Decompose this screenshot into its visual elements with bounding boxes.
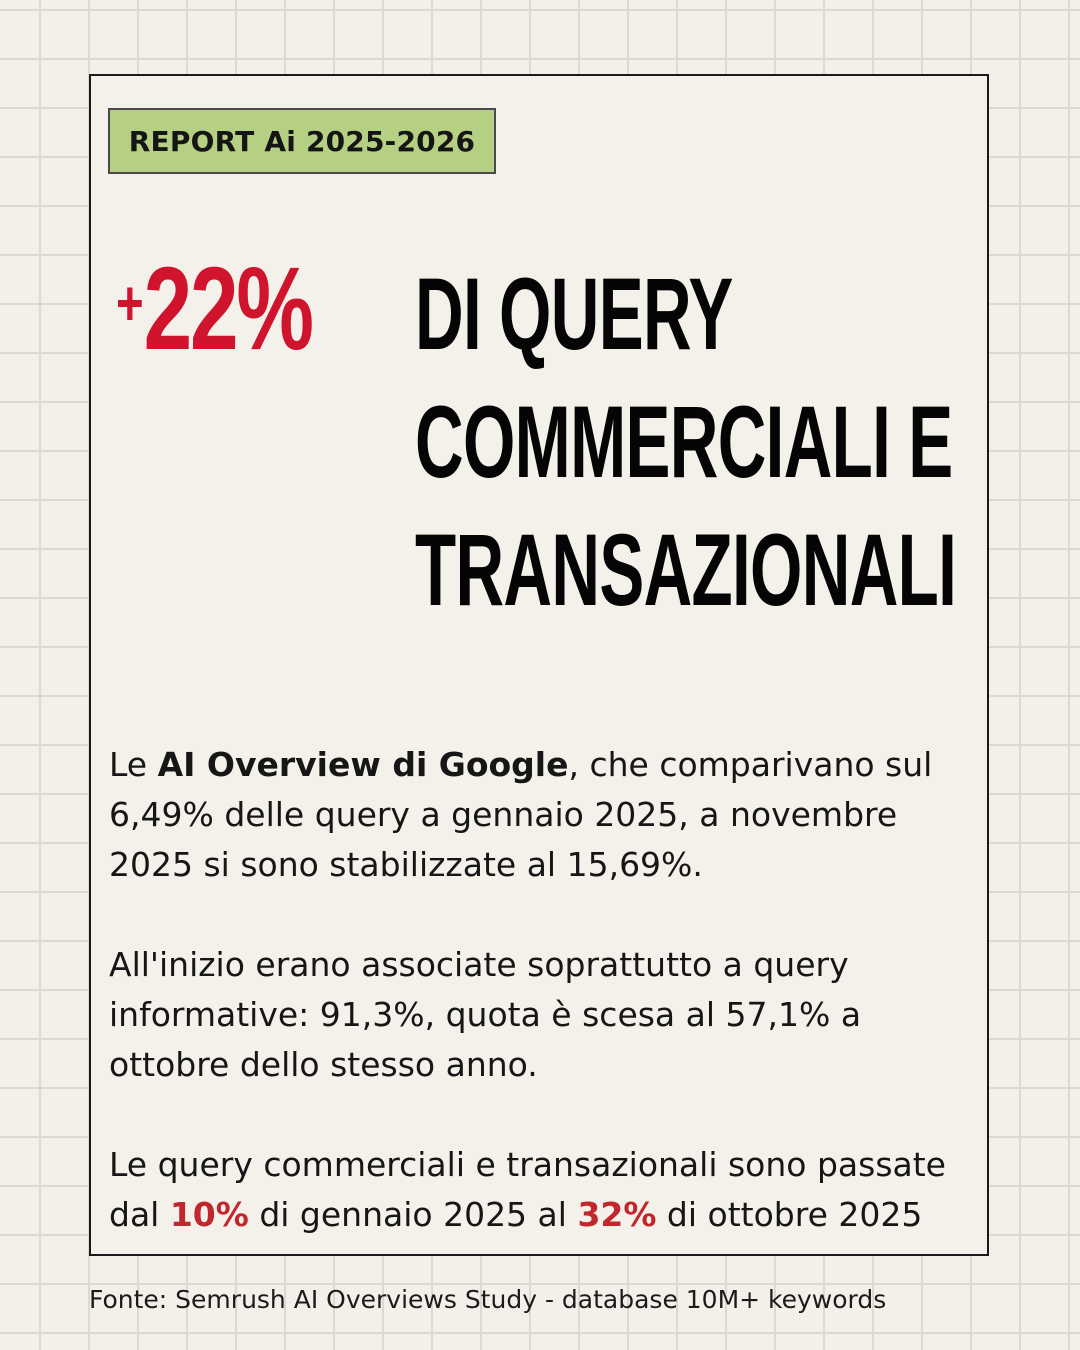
headline-line-2: COMMERCIALI E — [415, 385, 953, 499]
body-text — [109, 740, 969, 1240]
paragraph-1-post: , che comparivano sul 6,49% delle query a gennaio 2025, a novembre 2025 si sono stabilizzate al 15,69%. — [109, 745, 933, 884]
highlight-10-percent: 10% — [169, 1195, 249, 1234]
report-badge: REPORT Ai 2025-2026 — [108, 108, 496, 174]
stat-prefix: + — [116, 267, 144, 339]
paragraph-3-pre: Le query commerciali e transazionali sono passate dal — [109, 1145, 946, 1234]
paragraph-3-post: di ottobre 2025 — [656, 1195, 923, 1234]
stat-percentage — [116, 243, 331, 375]
source-citation: Fonte: Semrush AI Overviews Study - database 10M+ keywords — [89, 1285, 887, 1314]
paragraph-informative: All'inizio erano associate soprattutto a query informative: 91,3%, quota è scesa al 57,1% a ottobre dello stesso anno. — [109, 945, 862, 1084]
paragraph-1-pre: Le — [109, 745, 158, 784]
headline — [415, 250, 1080, 634]
headline-line-3: TRANSAZIONALI — [415, 513, 957, 627]
stat-value: 22% — [143, 243, 312, 375]
highlight-32-percent: 32% — [577, 1195, 657, 1234]
paragraph-ai-overview — [109, 740, 969, 890]
paragraph-commercial — [109, 1140, 969, 1240]
paragraph-3-mid: di gennaio 2025 al — [248, 1195, 578, 1234]
paragraph-1-bold: AI Overview di Google — [157, 745, 569, 784]
headline-line-1: DI QUERY — [415, 257, 733, 371]
